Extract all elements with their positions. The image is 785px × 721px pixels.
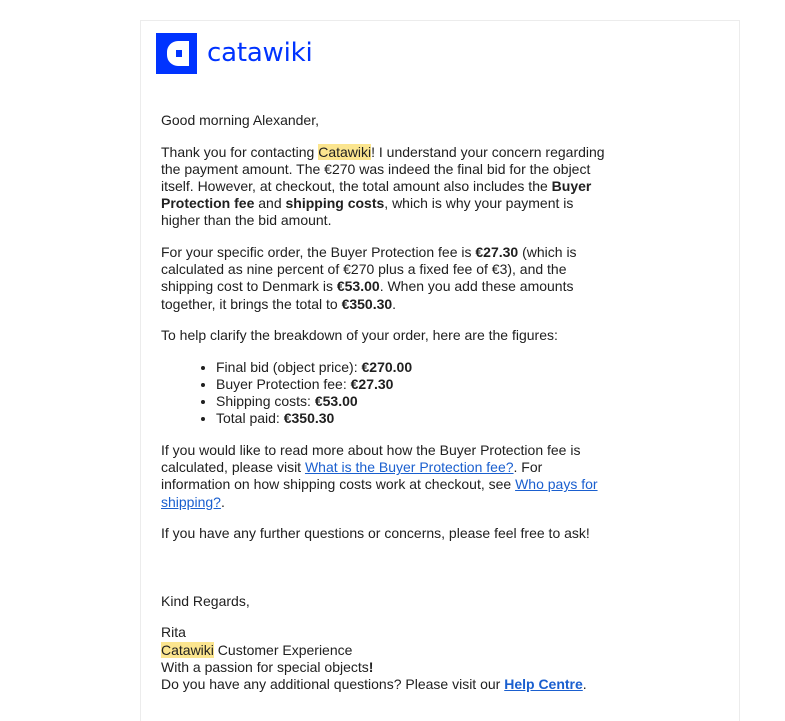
list-item: • Shipping costs: €53.00 [216, 393, 611, 410]
paragraph-breakdown-intro: To help clarify the breakdown of your order, here are the figures: [161, 327, 558, 344]
paragraph-contact: Thank you for contacting Catawiki! I understand your concern regarding the payment amount. The €270 was indeed the final bid for the object itself. However, at checkout, the total amount also includes the Buyer Protection fee and shipping costs, which is why your payment is higher than the bid amount. [161, 143, 605, 229]
signature-name: Rita [161, 624, 186, 641]
list-item: • Total paid: €350.30 [216, 410, 611, 427]
logo-wordmark: catawiki [207, 38, 313, 68]
greeting: Good morning Alexander, [161, 112, 319, 128]
paragraph-questions: If you have any further questions or concerns, please feel free to ask! [161, 525, 590, 542]
list-item: • Final bid (object price): €270.00 [216, 359, 611, 376]
email-content [161, 112, 611, 693]
signature-team: Catawiki Customer Experience [161, 641, 353, 658]
help-centre-link[interactable]: Help Centre [504, 676, 583, 692]
signature [161, 624, 611, 693]
highlighted-brand: Catawiki [161, 641, 214, 658]
paragraph-order-details: For your specific order, the Buyer Protection fee is €27.30 (which is calculated as nine percent of €270 plus a fixed fee of €3), and the shipping cost to Denmark is €53.00. When you add these amounts together, it brings the total to €350.30. [161, 244, 577, 312]
closing: Kind Regards, [161, 592, 250, 609]
signature-tagline: With a passion for special objects! [161, 658, 374, 675]
signature-help: Do you have any additional questions? Please visit our Help Centre. [161, 676, 587, 692]
breakdown-list [161, 359, 611, 428]
catawiki-logo[interactable] [156, 32, 313, 74]
paragraph-links: If you would like to read more about how the Buyer Protection fee is calculated, please visit What is the Buyer Protection fee?. For information on how shipping costs work at checkout, see Who pays for shipping?. [161, 442, 598, 510]
buyer-protection-fee-link[interactable]: What is the Buyer Protection fee? [304, 459, 514, 476]
list-item: • Buyer Protection fee: €27.30 [216, 376, 611, 393]
email-body [140, 20, 740, 721]
who-pays-shipping-link[interactable]: Who pays for shipping? [161, 476, 598, 510]
catawiki-logo-icon [156, 33, 197, 74]
highlighted-brand: Catawiki [318, 143, 372, 160]
